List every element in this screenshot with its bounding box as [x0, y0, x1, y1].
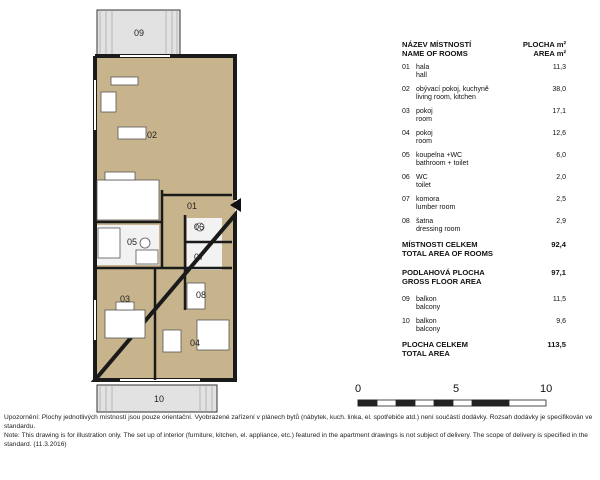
room-area: 11,5	[552, 296, 566, 303]
label-07: 07	[194, 252, 205, 262]
legend-room	[402, 86, 566, 102]
room-name-cz: komora	[416, 196, 440, 203]
bed-room-04	[197, 320, 229, 350]
room-no: 10	[402, 318, 410, 325]
legend-balcony	[402, 318, 566, 334]
room-name-cz: balkon	[416, 318, 437, 325]
room-name-cz: šatna	[416, 218, 434, 225]
scale-label-5: 5	[453, 383, 460, 395]
legend-room	[402, 218, 566, 234]
room-area: 6,0	[556, 152, 566, 159]
label-06: 06	[194, 222, 205, 232]
armchair	[101, 92, 116, 112]
sofa	[111, 77, 138, 85]
room-name-cz: balkon	[416, 296, 437, 303]
room-name-en: room	[416, 138, 432, 145]
room-name-cz: obývací pokoj, kuchyně	[416, 86, 489, 93]
dining-table	[118, 127, 146, 139]
room-name-en: living room, kitchen	[416, 94, 476, 101]
room-area: 38,0	[552, 86, 566, 93]
label-03: 03	[120, 294, 131, 304]
gross-value: 97,1	[551, 268, 566, 277]
room-name-en: lumber room	[416, 204, 456, 211]
wc-storage-floor	[187, 218, 222, 270]
room-no: 02	[402, 86, 410, 93]
legend-header-cz: NÁZEV MÍSTNOSTÍ	[402, 40, 472, 49]
legend-area-cz: PLOCHA m²	[522, 40, 566, 49]
room-no: 01	[402, 64, 410, 71]
room-no: 03	[402, 108, 410, 115]
room-area: 17,1	[552, 108, 566, 115]
room-no: 06	[402, 174, 410, 181]
room-area: 11,3	[552, 64, 566, 71]
legend-area-en: AREA m²	[533, 49, 566, 58]
legend-balcony	[402, 296, 566, 312]
legend-header-en: NAME OF ROOMS	[402, 49, 468, 58]
legend-room	[402, 174, 566, 190]
total-rooms-en: TOTAL AREA OF ROOMS	[402, 249, 493, 258]
label-09: 09	[134, 28, 145, 38]
washbasin	[140, 238, 150, 248]
kitchen-counter	[97, 180, 159, 220]
legend-room	[402, 130, 566, 146]
room-name-en: toilet	[416, 182, 431, 189]
bathtub	[98, 228, 120, 258]
room-name-en: balcony	[416, 304, 441, 311]
total-rooms-cz: MÍSTNOSTI CELKEM	[402, 240, 478, 249]
room-name-cz: hala	[416, 64, 430, 71]
label-01: 01	[187, 201, 198, 211]
room-name-cz: pokoj	[416, 108, 433, 115]
room-name-cz: koupelna +WC	[416, 152, 463, 159]
total-area	[402, 340, 566, 358]
label-05: 05	[127, 237, 138, 247]
room-name-en: bathroom + toilet	[416, 160, 469, 167]
room-no: 09	[402, 296, 410, 303]
room-area: 2,5	[556, 196, 566, 203]
room-area: 2,0	[556, 174, 566, 181]
gross-floor-area	[402, 268, 566, 286]
total-value: 113,5	[547, 340, 566, 349]
label-04: 04	[190, 338, 201, 348]
room-area: 9,6	[556, 318, 566, 325]
kitchen-island	[105, 172, 135, 180]
total-rooms-value: 92,4	[551, 240, 566, 249]
legend-room	[402, 196, 566, 212]
room-no: 05	[402, 152, 410, 159]
total-en: TOTAL AREA	[402, 349, 450, 358]
disclaimer-en: Note: This drawing is for illustration only. The set up of interior (furniture, kitchen, el. appliance, etc.) featured in the apartment drawings is not subject of delivery. The scope of delivery is specified in the standard. (11.3.2016)	[4, 432, 588, 448]
total-rooms	[402, 240, 566, 258]
room-no: 07	[402, 196, 410, 203]
label-02: 02	[147, 130, 158, 140]
legend-header	[402, 40, 566, 58]
room-no: 08	[402, 218, 410, 225]
disclaimer-cz: Upozornění: Plochy jednotlivých místností jsou pouze orientační. Vyobrazené zařízení v plánech bytů (nábytek, kuch. linka, el. spotřebiče atd.) není součástí dodávky. Rozsah dodávky je specifikován ve standardu.	[4, 414, 593, 430]
room-area: 2,9	[556, 218, 566, 225]
shower	[136, 250, 158, 264]
label-08: 08	[196, 290, 207, 300]
disclaimer-note	[4, 413, 596, 449]
room-name-en: dressing room	[416, 226, 461, 233]
gross-cz: PODLAHOVÁ PLOCHA	[402, 268, 485, 277]
room-name-en: balcony	[416, 326, 441, 333]
label-10: 10	[154, 394, 165, 404]
bed	[105, 310, 145, 338]
gross-en: GROSS FLOOR AREA	[402, 277, 482, 286]
desk	[163, 330, 181, 352]
room-name-en: hall	[416, 72, 427, 79]
legend-room	[402, 108, 566, 124]
scale-label-10: 10	[540, 383, 553, 395]
room-area: 12,6	[552, 130, 566, 137]
scale-label-0: 0	[355, 383, 362, 395]
legend-room	[402, 64, 566, 80]
total-cz: PLOCHA CELKEM	[402, 340, 468, 349]
room-no: 04	[402, 130, 410, 137]
legend-room	[402, 152, 566, 168]
room-name-cz: pokoj	[416, 130, 433, 137]
room-name-en: room	[416, 116, 432, 123]
room-name-cz: WC	[416, 174, 428, 181]
scale-bar	[358, 400, 546, 406]
room-legend	[402, 40, 566, 368]
